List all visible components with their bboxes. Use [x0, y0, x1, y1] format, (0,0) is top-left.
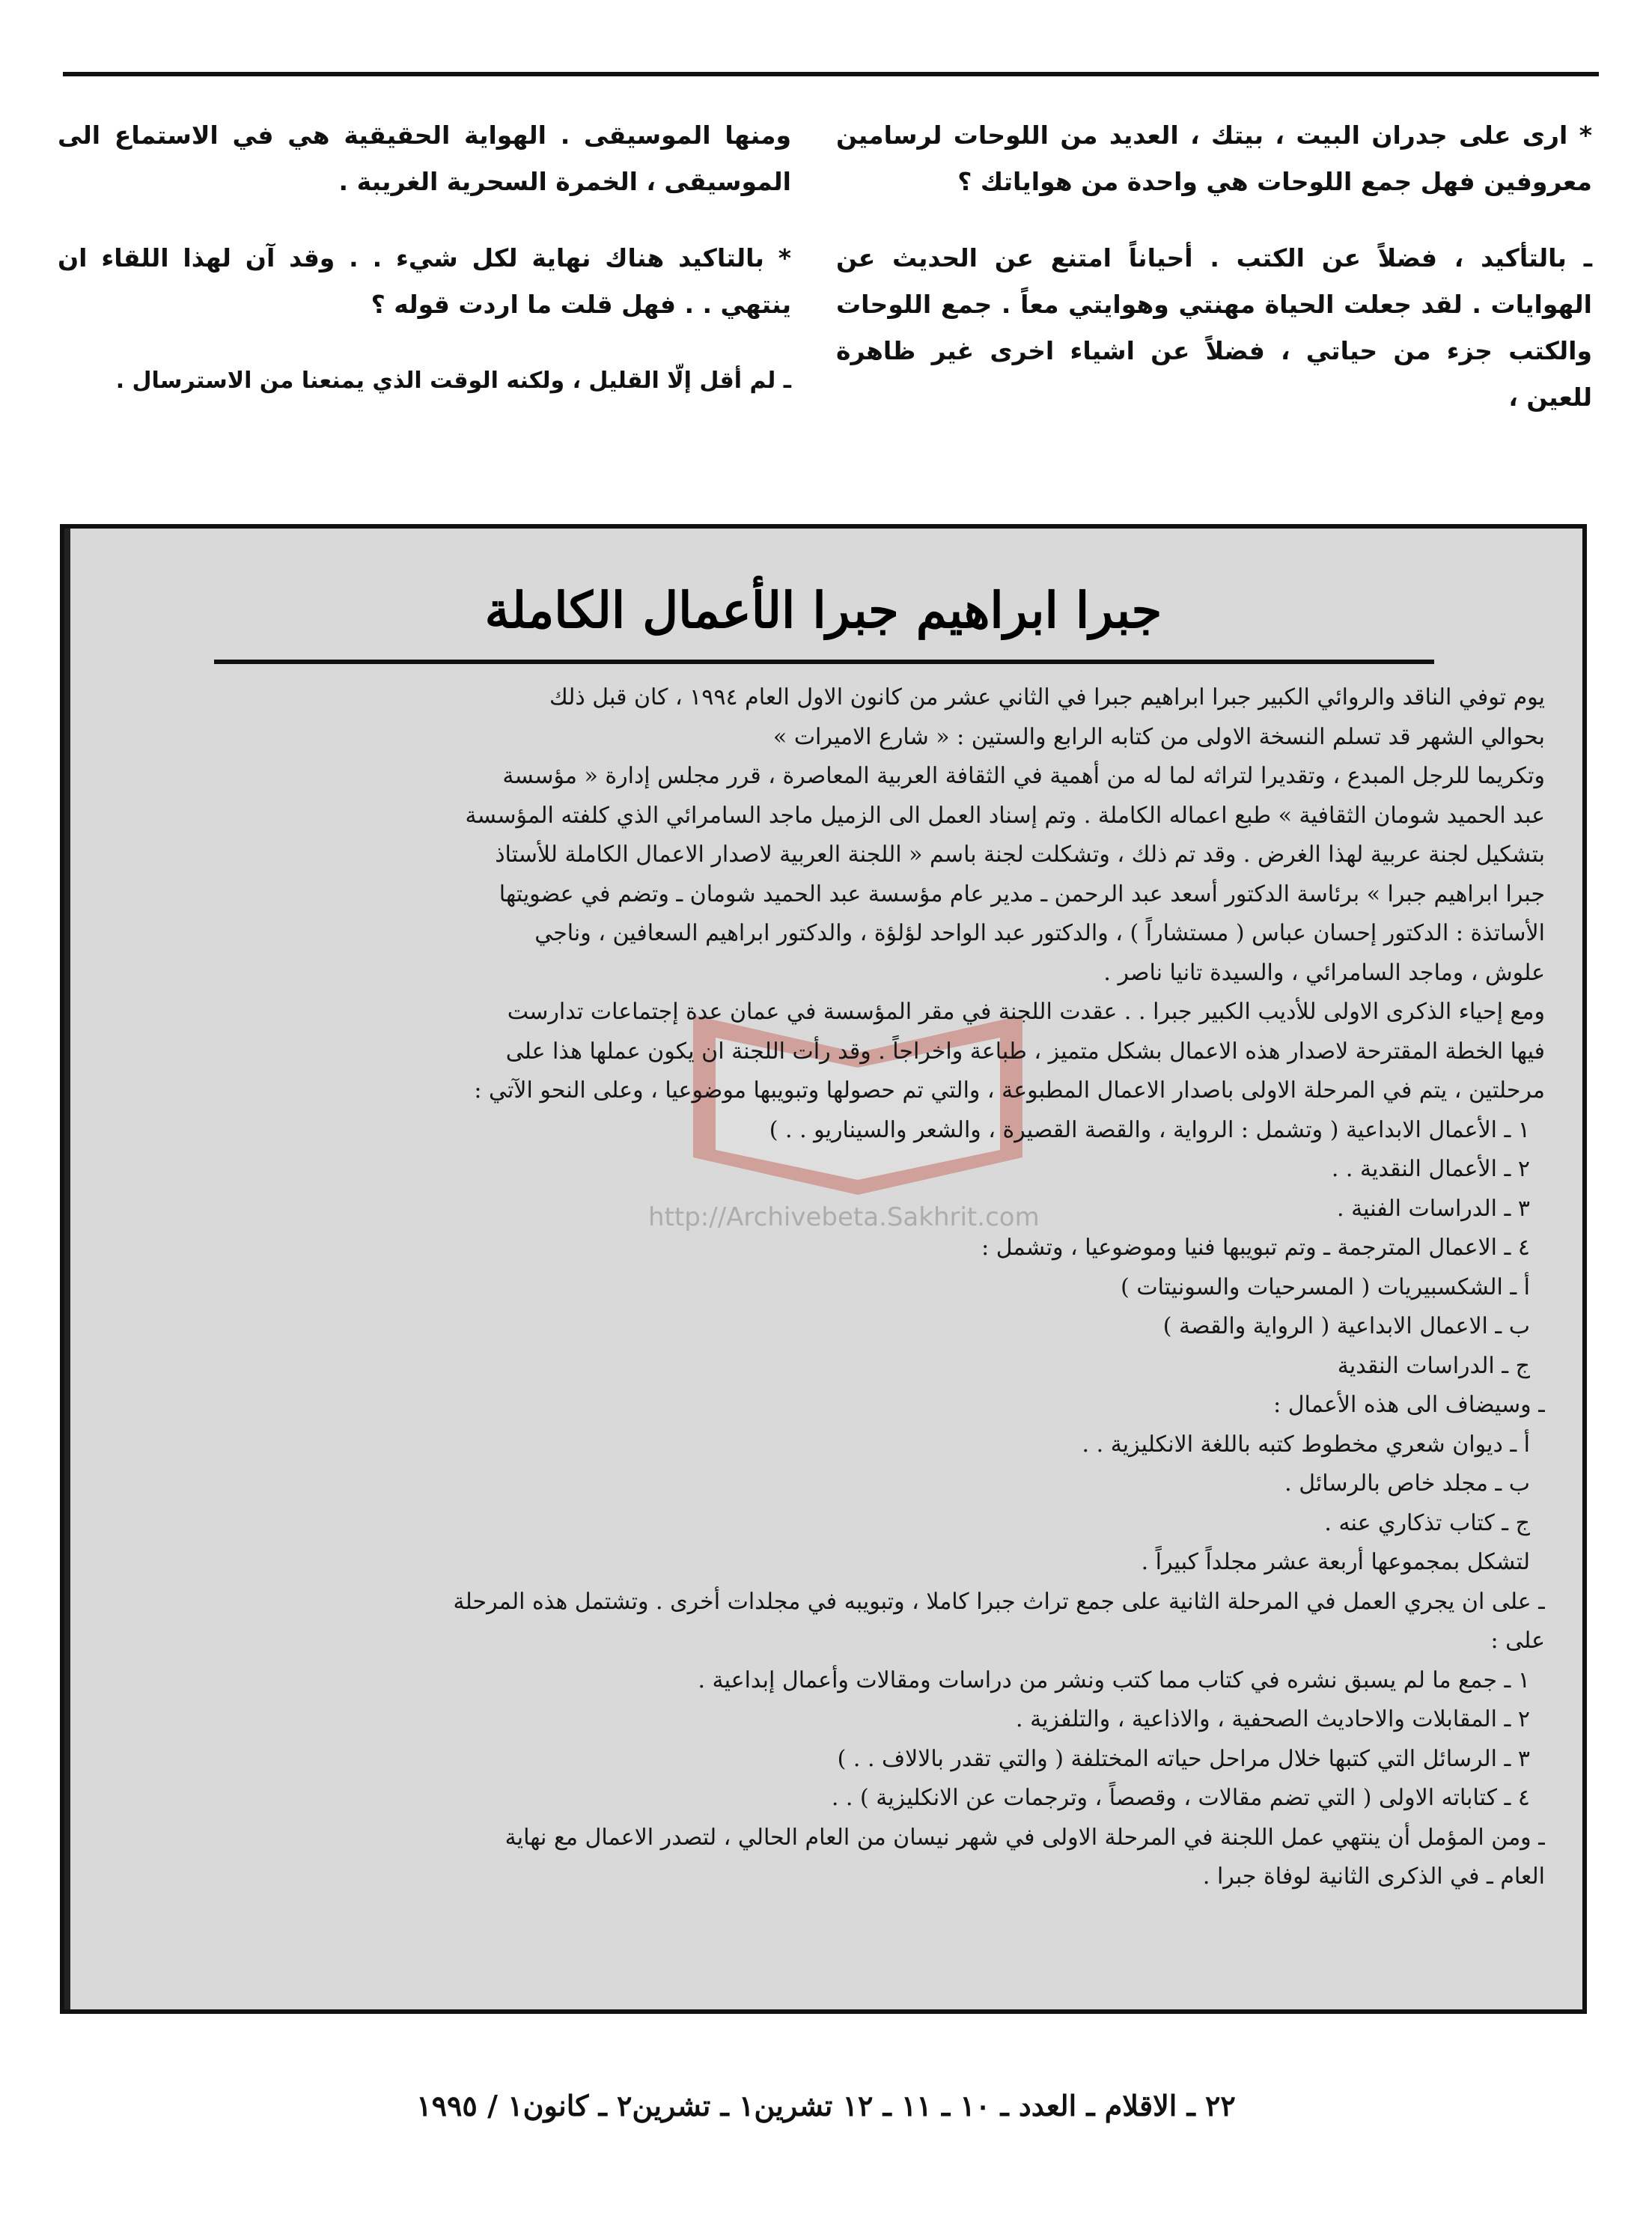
box-title: جبرا ابراهيم جبرا الأعمال الكاملة — [484, 581, 1162, 639]
body-line: العام ـ في الذكرى الثانية لوفاة جبرا . — [1202, 1863, 1545, 1890]
body-line: فيها الخطة المقترحة لاصدار هذه الاعمال بشكل متميز ، طباعة واخراجاً . وقد رأت اللجنة ان يكون عملها هذا على — [505, 1038, 1545, 1065]
list-item: ج ـ الدراسات النقدية — [1337, 1352, 1530, 1379]
body-line: ـ على ان يجري العمل في المرحلة الثانية على جمع تراث جبرا كاملا ، وتبويبه في مجلدات أخرى . وتشتمل هذه المرحلة — [453, 1588, 1545, 1615]
complete-works-box — [60, 524, 1587, 2014]
watermark-url: http://Archivebeta.Sakhrit.com — [648, 1202, 1040, 1232]
box-body — [100, 678, 1545, 1897]
top-rule — [63, 72, 1599, 76]
list-item: ٢ ـ المقابلات والاحاديث الصحفية ، والاذاعية ، والتلفزية . — [1016, 1706, 1530, 1732]
answer-paintings: ـ بالتأكيد ، فضلاً عن الكتب . أحياناً امتنع عن الحديث عن الهوايات . لقد جعلت الحياة مهنتي وهوايتي معاً . جمع اللوحات والكتب جزء من حياتي ، فضلاً عن اشياء اخرى غير ظاهرة للعين ، — [836, 243, 1592, 412]
body-line: الأساتذة : الدكتور إحسان عباس ( مستشاراً ) ، والدكتور عبد الواحد لؤلؤة ، والدكتور ابراهيم السعافين ، وناجي — [534, 920, 1545, 946]
body-line: وتكريما للرجل المبدع ، وتقديرا لتراثه لما له من أهمية في الثقافة العربية المعاصرة ، قرر مجلس إدارة « مؤسسة — [502, 763, 1545, 789]
body-line: لتشكل بمجموعها أربعة عشر مجلداً كبيراً . — [1141, 1549, 1530, 1575]
body-line: بتشكيل لجنة عربية لهذا الغرض . وقد تم ذلك ، وتشكلت لجنة باسم « اللجنة العربية لاصدار الاعمال الكاملة للأستاذ — [495, 841, 1545, 868]
list-item: أ ـ ديوان شعري مخطوط كتبه باللغة الانكليزية . . — [1082, 1431, 1530, 1458]
body-line: ـ وسيضاف الى هذه الأعمال : — [1273, 1392, 1545, 1418]
body-line: يوم توفي الناقد والروائي الكبير جبرا ابراهيم جبرا في الثاني عشر من كانون الاول العام ١٩٩٤ ، كان قبل ذلك — [549, 684, 1545, 710]
interview-column-right — [836, 112, 1592, 451]
list-item: ٣ ـ الرسائل التي كتبها خلال مراحل حياته المختلفة ( والتي تقدر بالالاف . . ) — [837, 1745, 1530, 1772]
box-edge — [64, 529, 70, 2009]
answer-music: ومنها الموسيقى . الهواية الحقيقية هي في الاستماع الى الموسيقى ، الخمرة السحرية الغريبة . — [58, 121, 791, 196]
interview-column-left — [58, 112, 791, 434]
body-line: مرحلتين ، يتم في المرحلة الاولى باصدار الاعمال المطبوعة ، والتي تم حصولها وتبويبها موضوعيا ، وعلى النحو الآتي : — [474, 1077, 1545, 1104]
answer-closing: ـ لم أقل إلّا القليل ، ولكنه الوقت الذي يمنعنا من الاسترسال . — [115, 368, 791, 394]
list-item: أ ـ الشكسبيريات ( المسرحيات والسونيتات ) — [1121, 1273, 1530, 1300]
page-footer: ٢٢ ـ الاقلام ـ العدد ـ ١٠ ـ ١١ ـ ١٢ تشرين١ ـ تشرين٢ ـ كانون١ / ١٩٩٥ — [416, 2089, 1236, 2122]
body-line: جبرا ابراهيم جبرا » برئاسة الدكتور أسعد عبد الرحمن ـ مدير عام مؤسسة عبد الحميد شومان ـ وتضم في عضويتها — [499, 880, 1545, 907]
list-item: ١ ـ الأعمال الابداعية ( وتشمل : الرواية ، والقصة القصيرة ، والشعر والسيناريو . . ) — [769, 1116, 1530, 1143]
body-line: بحوالي الشهر قد تسلم النسخة الاولى من كتابه الرابع والستين : « شارع الاميرات » — [772, 723, 1545, 750]
list-item: ب ـ مجلد خاص بالرسائل . — [1284, 1470, 1530, 1497]
list-item: ٤ ـ الاعمال المترجمة ـ وتم تبويبها فنيا وموضوعيا ، وتشمل : — [981, 1235, 1530, 1261]
list-item: ب ـ الاعمال الابداعية ( الرواية والقصة ) — [1162, 1313, 1530, 1339]
list-item: ٣ ـ الدراسات الفنية . — [1337, 1195, 1530, 1222]
list-item: ٤ ـ كتاباته الاولى ( التي تضم مقالات ، وقصصاً ، وترجمات عن الانكليزية ) . . — [831, 1785, 1530, 1811]
list-item: ١ ـ جمع ما لم يسبق نشره في كتاب مما كتب ونشر من دراسات ومقالات وأعمال إبداعية . — [698, 1666, 1530, 1693]
body-line: على : — [1490, 1628, 1545, 1654]
title-underline — [214, 660, 1434, 664]
body-line: ـ ومن المؤمل أن ينتهي عمل اللجنة في المرحلة الاولى في شهر نيسان من العام الحالي ، لتصدر الاعمال مع نهاية — [505, 1824, 1545, 1851]
question-paintings: * ارى على جدران البيت ، بيتك ، العديد من اللوحات لرسامين معروفين فهل جمع اللوحات هي واحدة من هواياتك ؟ — [836, 121, 1592, 196]
list-item: ج ـ كتاب تذكاري عنه . — [1324, 1509, 1530, 1536]
body-line: عبد الحميد شومان الثقافية » طبع اعماله الكاملة . وتم إسناد العمل الى الزميل ماجد السامرائي الذي كلفته المؤسسة — [465, 802, 1545, 829]
body-line: ومع إحياء الذكرى الاولى للأديب الكبير جبرا . . عقدت اللجنة في مقر المؤسسة في عمان عدة إجتماعات تدارست — [507, 999, 1545, 1025]
body-line: علوش ، وماجد السامرائي ، والسيدة تانيا ناصر . — [1103, 959, 1545, 986]
list-item: ٢ ـ الأعمال النقدية . . — [1331, 1156, 1530, 1182]
question-closing: * بالتاكيد هناك نهاية لكل شيء . . وقد آن لهذا اللقاء ان ينتهي . . فهل قلت ما اردت قوله ؟ — [58, 243, 791, 319]
